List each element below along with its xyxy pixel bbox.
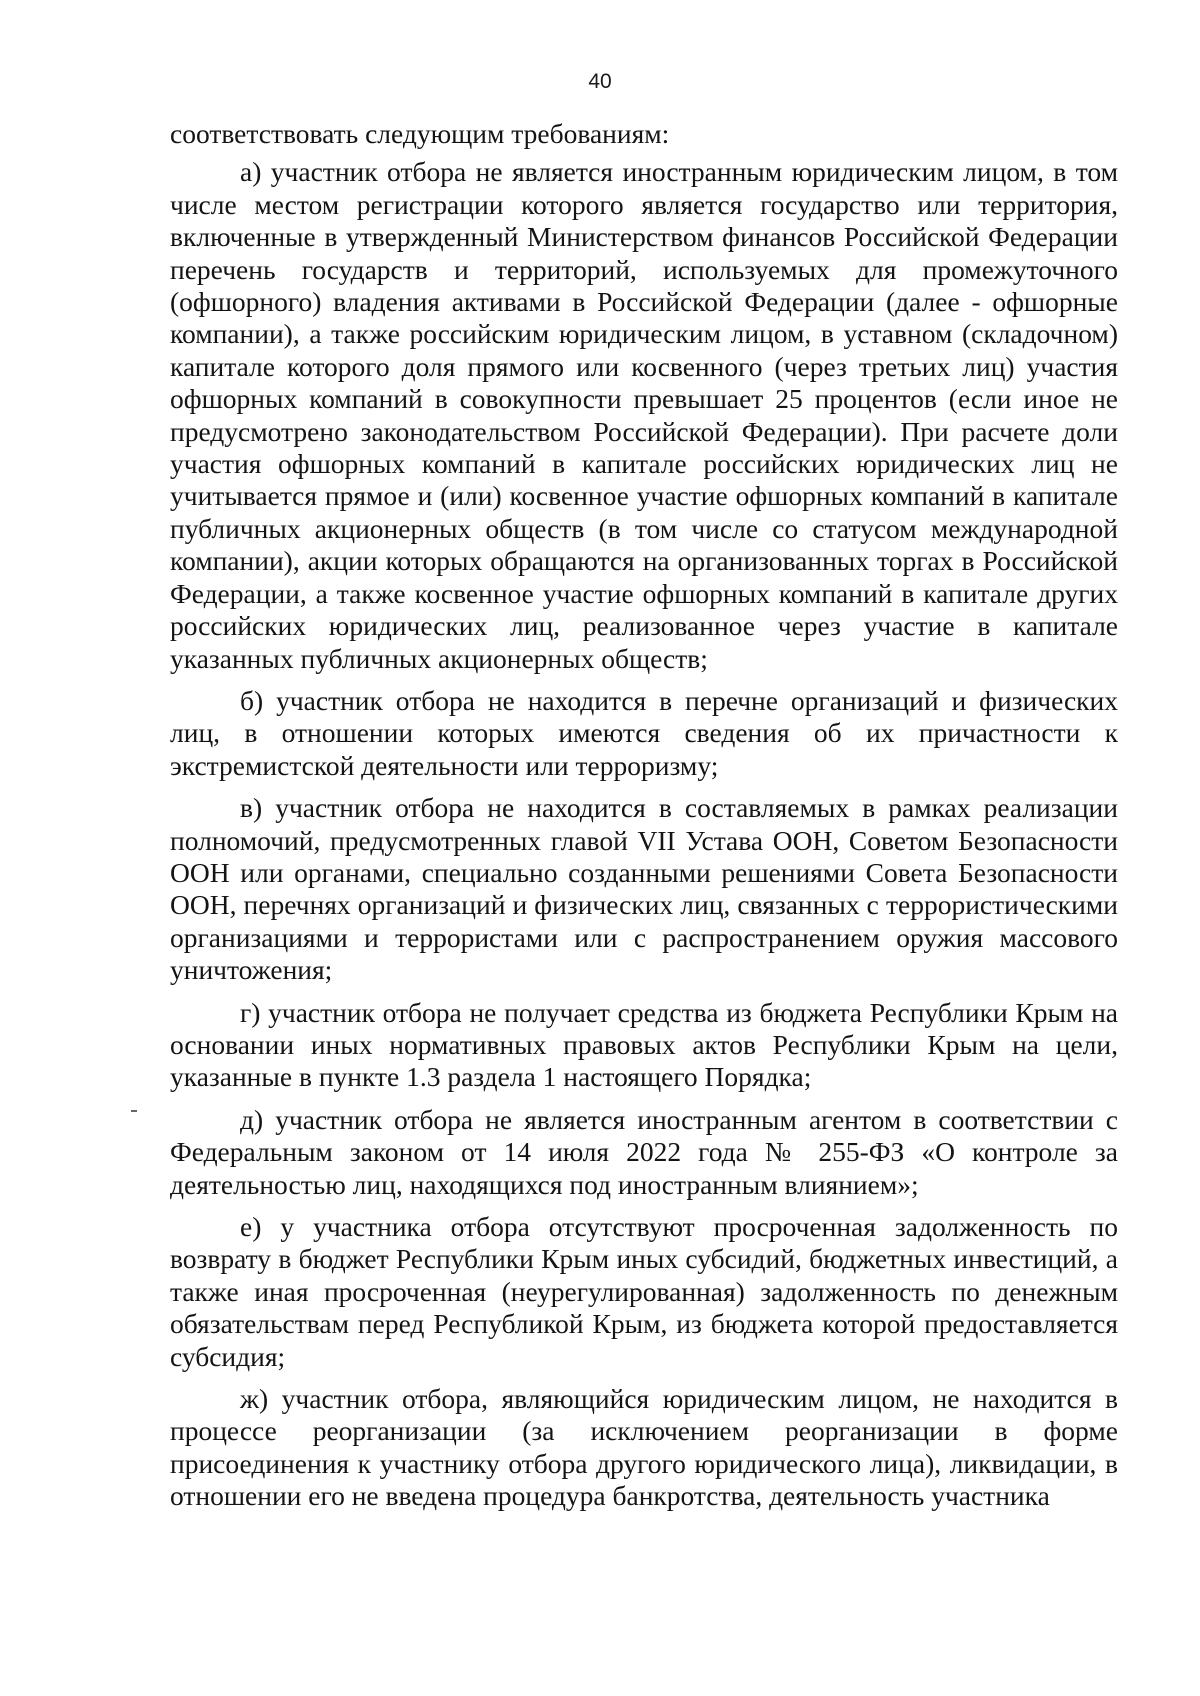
lead-paragraph: соответствовать следующим требованиям: [170,118,670,149]
clause-zh: ж) участник отбора, являющийся юридическим лицом, не находится в процессе реорганизации (за исключением реорганизации в форме присоединения к участнику отбора другого юридического лица), ликвидации, в отношении его не введена процедура банкротства, деятельность участника [170,1383,1118,1512]
page-number: 40 [588,70,612,93]
scan-artifact-mark [131,1110,137,1112]
document-body [170,118,1118,1523]
clause-v: в) участник отбора не находится в составляемых в рамках реализации полномочий, предусмотренных главой VII Устава ООН, Советом Безопасности ООН или органами, специально созданными решениями Совета Безопасности ООН, перечнях организаций и физических лиц, связанных с террористическими организациями и террористами или с распространением оружия массового уничтожения; [170,792,1118,986]
clause-a: а) участник отбора не является иностранным юридическим лицом, в том числе местом регистрации которого является государство или территория, включенные в утвержденный Министерством финансов Российской Федерации перечень государств и территорий, используемых для промежуточного (офшорного) владения активами в Российской Федерации (далее - офшорные компании), а также российским юридическим лицом, в уставном (складочном) капитале которого доля прямого или косвенного (через третьих лиц) участия офшорных компаний в совокупности превышает 25 процентов (если иное не предусмотрено законодательством Российской Федерации). При расчете доли участия офшорных компаний в капитале российских юридических лиц не учитывается прямое и (или) косвенное участие офшорных компаний в капитале публичных акционерных обществ (в том числе со статусом международной компании), акции которых обращаются на организованных торгах в Российской Федерации, а также косвенное участие офшорных компаний в капитале других российских юридических лиц, реализованное через участие в капитале указанных публичных акционерных обществ; [170,156,1118,674]
clause-e: е) у участника отбора отсутствуют просроченная задолженность по возврату в бюджет Республики Крым иных субсидий, бюджетных инвестиций, а также иная просроченная (неурегулированная) задолженность по денежным обязательствам перед Республикой Крым, из бюджета которой предоставляется субсидия; [170,1211,1118,1372]
clause-b: б) участник отбора не находится в перечне организаций и физических лиц, в отношении которых имеются сведения об их причастности к экстремистской деятельности или терроризму; [170,684,1118,781]
clause-d: д) участник отбора не является иностранным агентом в соответствии с Федеральным законом от 14 июля 2022 года № 255-ФЗ «О контроле за деятельностью лиц, находящихся под иностранным влиянием»; [170,1103,1118,1200]
clause-g: г) участник отбора не получает средства из бюджета Республики Крым на основании иных нормативных правовых актов Республики Крым на цели, указанные в пункте 1.3 раздела 1 настоящего Порядка; [170,996,1118,1093]
